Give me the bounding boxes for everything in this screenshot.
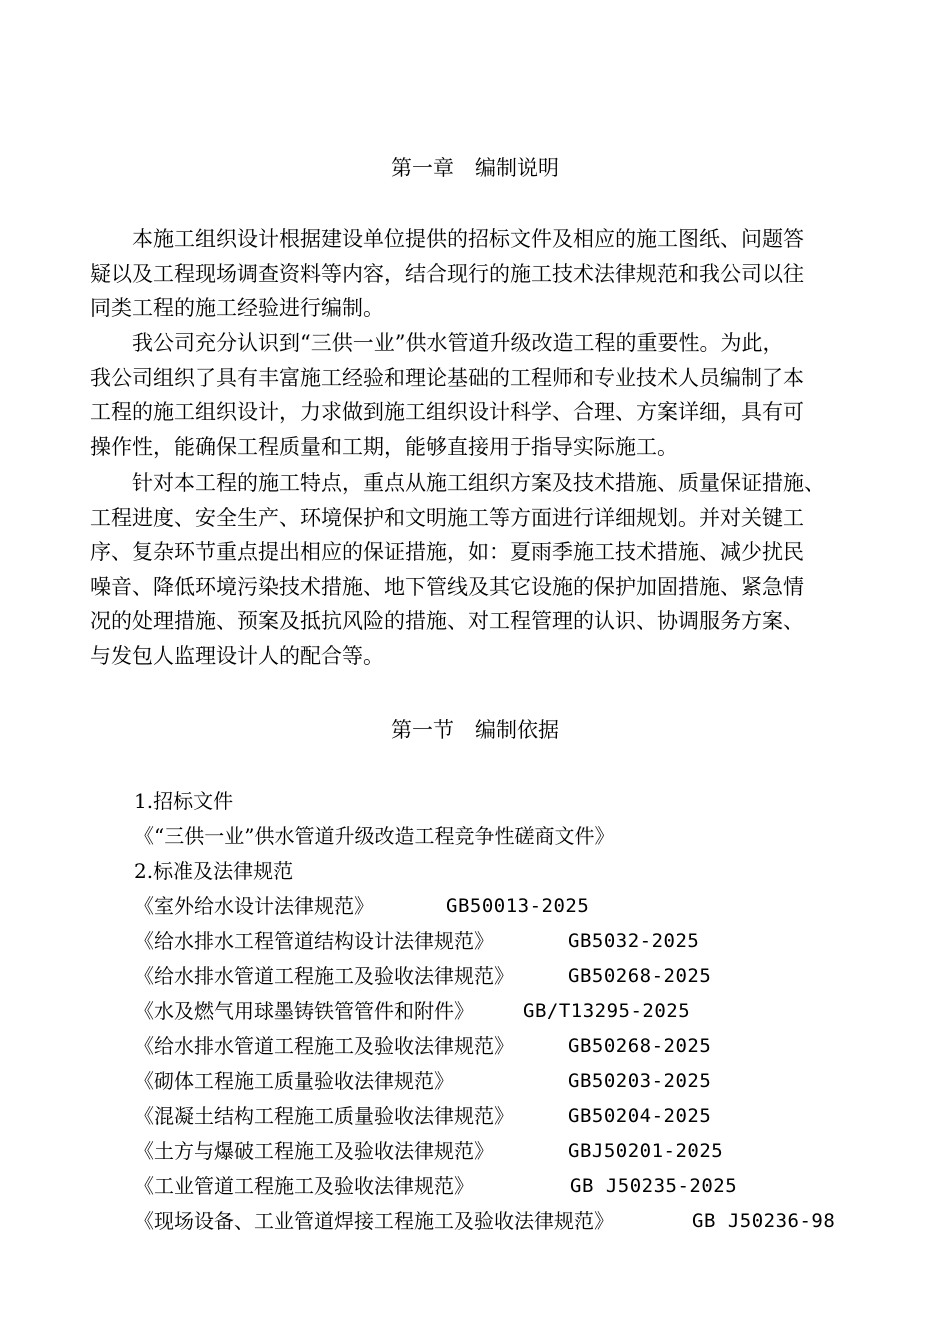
standard-code: GB50013-2025 [446,895,590,917]
tender-heading: 1.招标文件 [134,789,234,813]
standard-title: 《水及燃气用球墨铸铁管管件和附件》 [134,999,474,1023]
intro-paragraph-1 [90,222,870,326]
standard-item [134,1034,712,1058]
standard-title: 《给水排水工程管道结构设计法律规范》 [134,929,494,953]
standard-title: 《土方与爆破工程施工及验收法律规范》 [134,1139,494,1163]
standard-item [134,1174,738,1198]
text-line: 序、复杂环节重点提出相应的保证措施，如：夏雨季施工技术措施、减少扰民 [90,540,804,565]
standard-item [134,964,712,988]
intro-paragraph-2 [90,326,870,464]
text-line: 操作性，能确保工程质量和工期，能够直接用于指导实际施工。 [90,434,678,459]
intro-paragraph-3 [90,466,870,674]
standard-title: 《现场设备、工业管道焊接工程施工及验收法律规范》 [134,1209,614,1233]
standards-heading: 2.标准及法律规范 [134,859,294,883]
text-line: 针对本工程的施工特点，重点从施工组织方案及技术措施、质量保证措施、 [90,471,825,495]
standard-code: GB J50235-2025 [570,1175,738,1197]
standard-code: GB5032-2025 [568,930,700,952]
text-line: 同类工程的施工经验进行编制。 [90,296,384,321]
standard-item [134,1139,724,1163]
standard-item [134,1104,712,1128]
text-line: 况的处理措施、预案及抵抗风险的措施、对工程管理的认识、协调服务方案、 [90,609,804,634]
standard-title: 《混凝土结构工程施工质量验收法律规范》 [134,1104,514,1128]
standard-code: GB J50236-98 [692,1210,836,1232]
section-title: 第一节 编制依据 [391,718,559,742]
text-line: 工程的施工组织设计，力求做到施工组织设计科学、合理、方案详细，具有可 [90,400,804,425]
standard-code: GBJ50201-2025 [568,1140,724,1162]
standard-item [134,1069,712,1093]
text-line: 我公司组织了具有丰富施工经验和理论基础的工程师和专业技术人员编制了本 [90,365,804,390]
standard-item [134,1209,836,1233]
standard-code: GB/T13295-2025 [523,1000,691,1022]
standard-title: 《室外给水设计法律规范》 [134,894,374,918]
standard-item [134,929,700,953]
standard-title: 《给水排水管道工程施工及验收法律规范》 [134,1034,514,1058]
text-line: 疑以及工程现场调查资料等内容，结合现行的施工技术法律规范和我公司以往 [90,261,804,286]
standard-item [134,894,590,918]
text-line: 本施工组织设计根据建设单位提供的招标文件及相应的施工图纸、问题答 [90,227,804,251]
standard-code: GB50204-2025 [568,1105,712,1127]
chapter-title: 第一章 编制说明 [391,156,559,180]
standard-code: GB50268-2025 [568,1035,712,1057]
text-line: 与发包人监理设计人的配合等。 [90,643,384,668]
text-line: 工程进度、安全生产、环境保护和文明施工等方面进行详细规划。并对关键工 [90,505,804,530]
standard-title: 《给水排水管道工程施工及验收法律规范》 [134,964,514,988]
standard-code: GB50203-2025 [568,1070,712,1092]
standard-title: 《工业管道工程施工及验收法律规范》 [134,1174,474,1198]
standard-code: GB50268-2025 [568,965,712,987]
standard-item [134,999,691,1023]
standard-title: 《砌体工程施工质量验收法律规范》 [134,1069,454,1093]
text-line: 我公司充分认识到“三供一业”供水管道升级改造工程的重要性。为此， [90,331,784,355]
text-line: 噪音、降低环境污染技术措施、地下管线及其它设施的保护加固措施、紧急情 [90,574,804,599]
tender-document: 《“三供一业”供水管道升级改造工程竞争性磋商文件》 [134,824,615,848]
